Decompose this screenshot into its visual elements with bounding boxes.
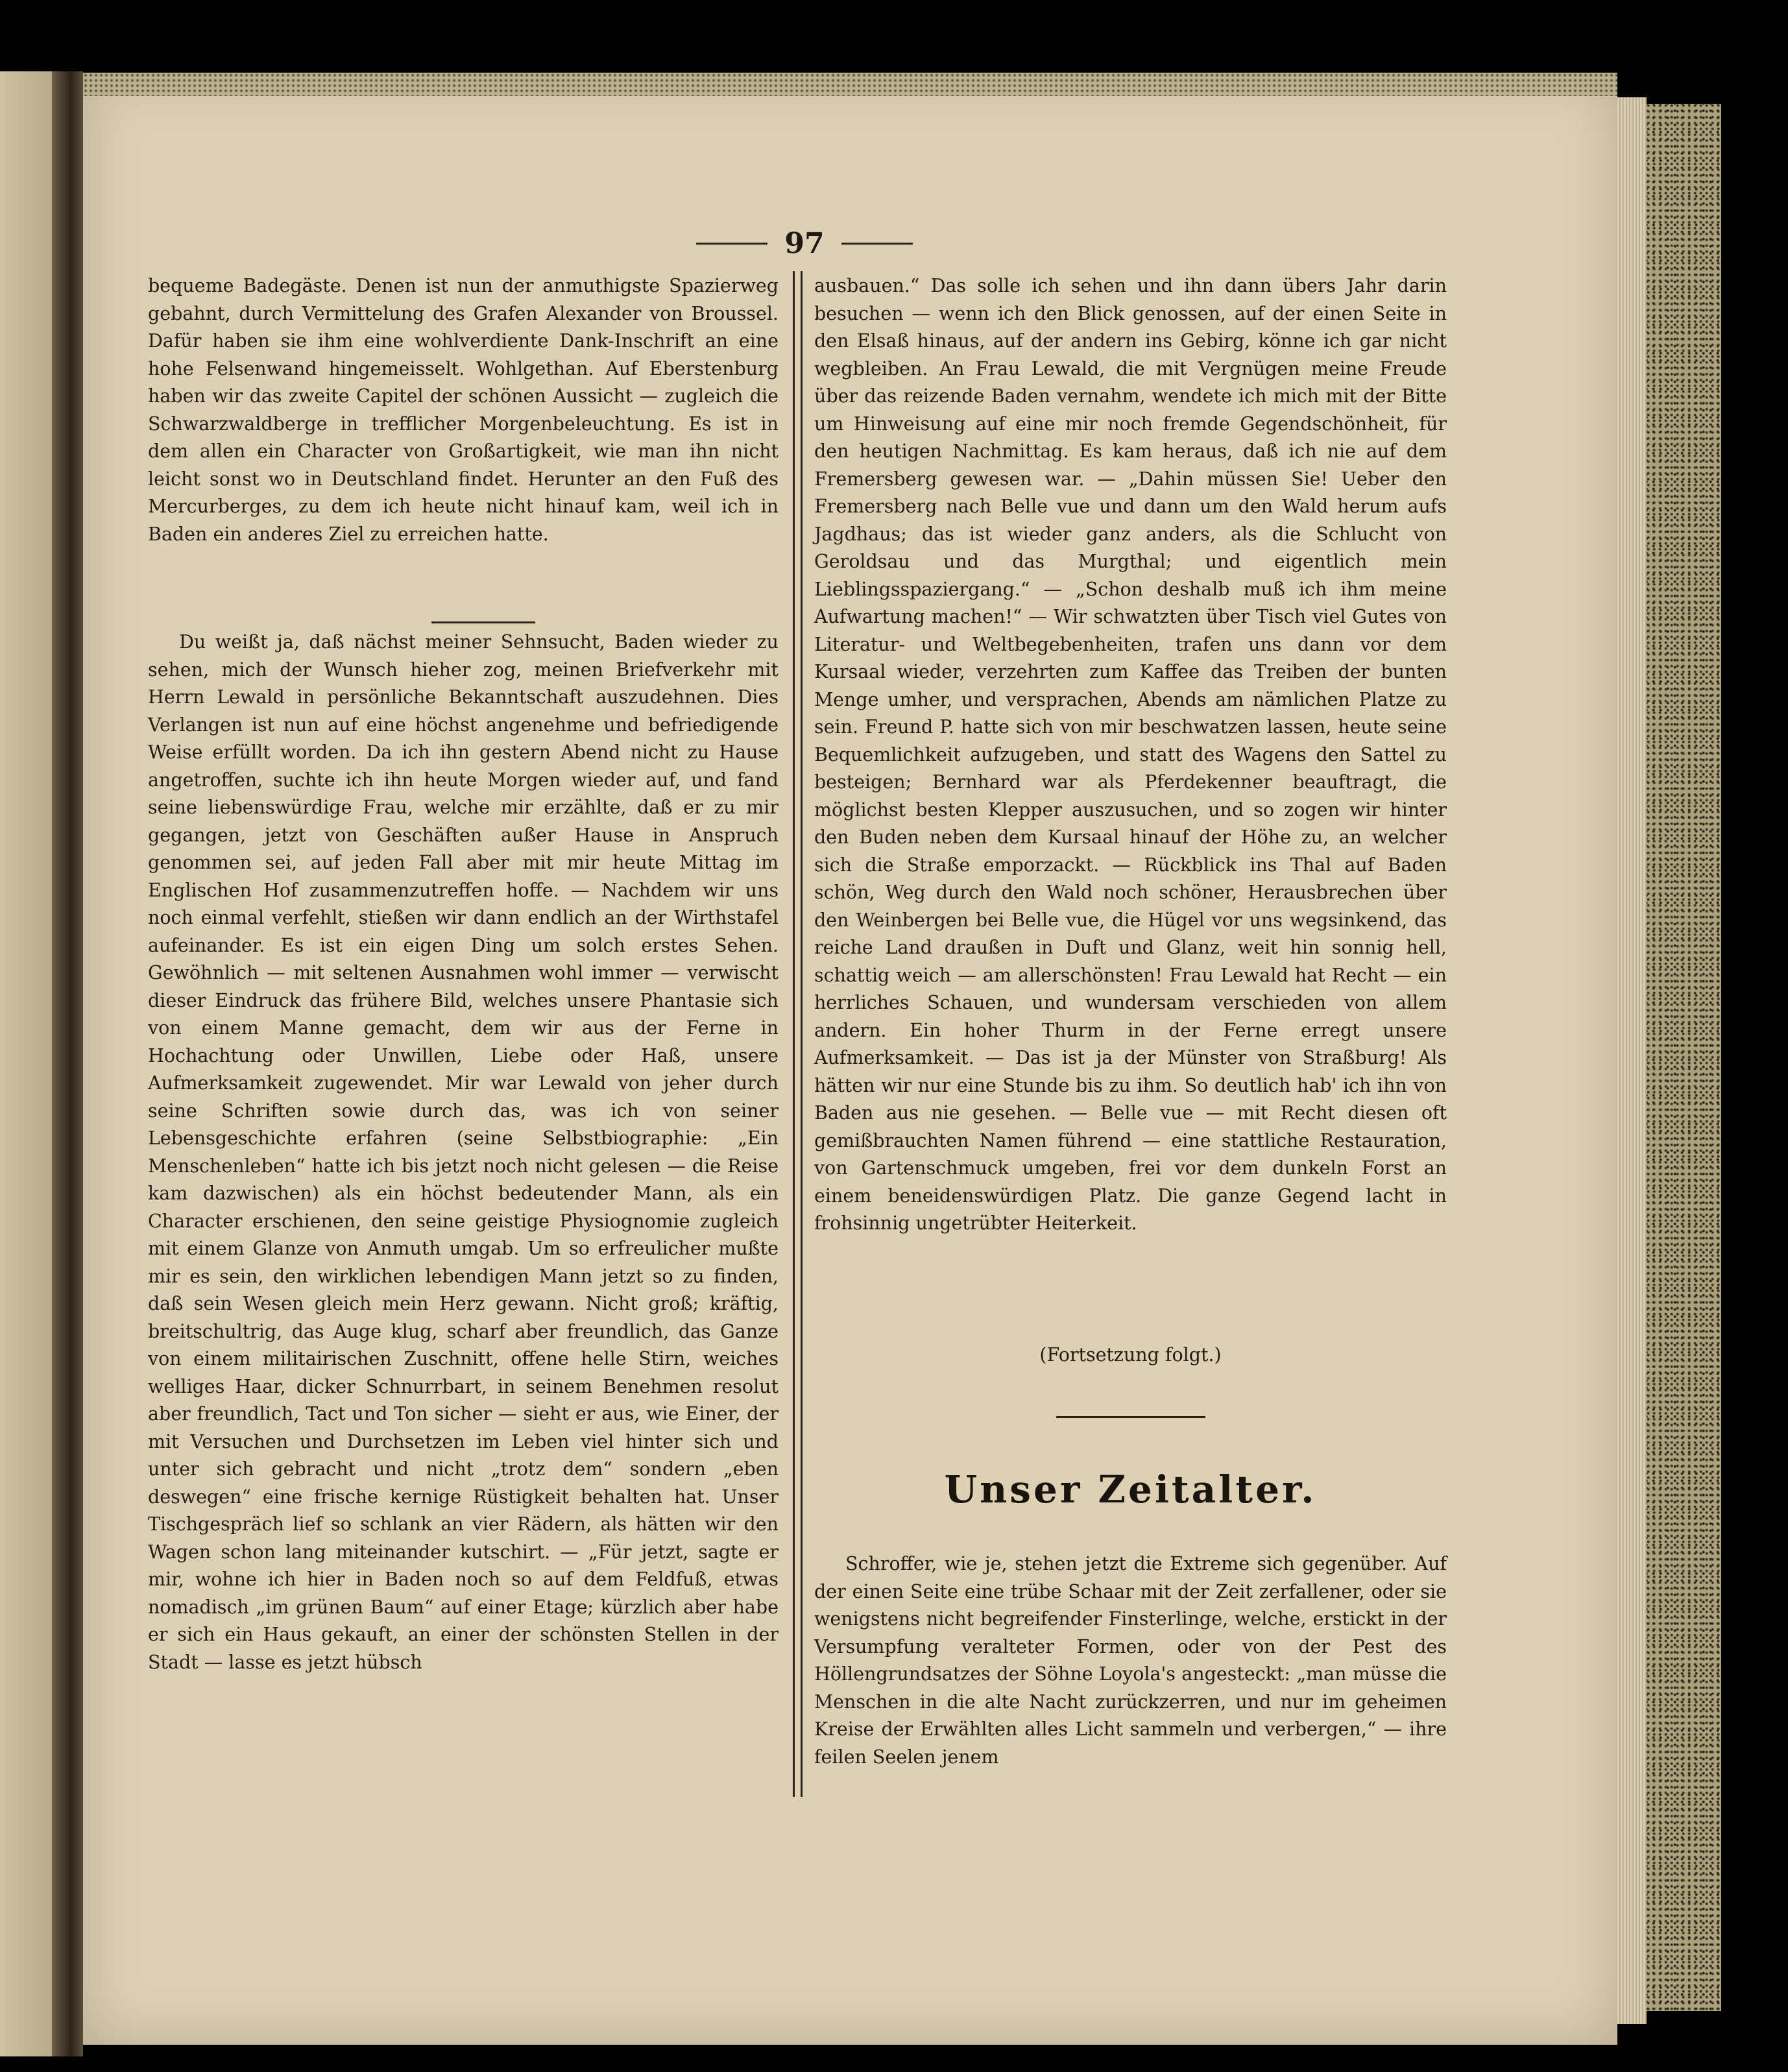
left-page-edge [0,71,52,2056]
marbled-cover-edge [1647,104,1721,2011]
article2-body [814,1550,1447,1771]
left-column [148,272,779,1676]
right-column [814,272,1447,1238]
left-paragraph-1: bequeme Badegäste. Denen ist nun der anmuthigste Spazierweg gebahnt, durch Vermittelung des Grafen Alexander von Broussel. Dafür haben sie ihm eine wohlverdiente Dank-Inschrift an eine hohe Felsenwand hingemeisselt. Wohlgethan. Auf Eberstenburg haben wir das zweite Capitel der schönen Aussicht — zugleich die Schwarzwaldberge in trefflicher Morgenbeleuchtung. Es ist in dem allen ein Character von Großartigkeit, wie man ihn nicht leicht sonst wo in Deutschland findet. Herunter an den Fuß des Mercurberges, zu dem ich heute nicht hinauf kam, weil ich in Baden ein anderes Ziel zu erreichen hatte. [148,275,779,545]
left-paragraph-2: Du weißt ja, daß nächst meiner Sehnsucht, Baden wieder zu sehen, mich der Wunsch hieher zog, meinen Briefverkehr mit Herrn Lewald in persönliche Bekanntschaft auszudehnen. Dies Verlangen ist nun auf eine höchst angenehme und befriedigende Weise erfüllt worden. Da ich ihn gestern Abend nicht zu Hause angetroffen, suchte ich ihn heute Morgen wieder auf, und fand seine liebenswürdige Frau, welche mir erzählte, daß er zu mir gegangen, jetzt von Geschäften außer Hause in Anspruch genommen sei, auf jeden Fall aber mit mir heute Mittag im Englischen Hof zusammenzutreffen hoffe. — Nachdem wir uns noch einmal verfehlt, stießen wir dann endlich an der Wirthstafel aufeinander. Es ist ein eigen Ding um solch erstes Sehen. Gewöhnlich — mit seltenen Ausnahmen wohl immer — verwischt dieser Eindruck das frühere Bild, welches unsere Phantasie sich von einem Manne gemacht, dem wir aus der Ferne in Hochachtung oder Unwillen, Liebe oder Haß, unsere Aufmerksamkeit zugewendet. Mir war Lewald von jeher durch seine Schriften sowie durch das, was ich von seiner Lebensgeschichte erfahren (seine Selbstbiographie: „Ein Menschenleben“ hatte ich bis jetzt noch nicht gelesen — die Reise kam dazwischen) als ein höchst bedeutender Mann, als ein Character erschienen, den seine geistige Physiognomie zugleich mit einem Glanze von Anmuth umgab. Um so erfreulicher mußte mir es sein, den wirklichen lebendigen Mann jetzt so zu finden, daß sein Wesen gleich mein Herz gewann. Nicht groß; kräftig, breitschultrig, das Auge klug, scharf aber freundlich, das Ganze von einem militairischen Zuschnitt, offene helle Stirn, weiches welliges Haar, dicker Schnurrbart, in seinem Benehmen resolut aber freundlich, Tact und Ton sicher — sieht er aus, wie Einer, der mit Versuchen und Durchsetzen im Leben viel hinter sich und unter sich gebracht und nicht „trotz dem“ sondern „eben deswegen“ eine frische kernige Rüstigkeit behalten hat. Unser Tischgespräch lief so schlank an vier Rädern, als hätten wir den Wagen schon lang miteinander kutschirt. — „Für jetzt, sagte er mir, wohne ich hier in Baden noch so auf dem Feldfuß, etwas nomadisch „im grünen Baum“ auf einer Etage; kürzlich aber habe er sich ein Haus gekauft, an einer der schönsten Stellen in der Stadt — lasse es jetzt hübsch [148,631,779,1673]
top-edge-speckle [83,73,1617,96]
page-block-edge [1617,97,1647,2024]
book-gutter [52,71,83,2056]
left-section-separator [431,621,535,623]
continuation-note: (Fortsetzung folgt.) [1039,1344,1222,1366]
right-section-separator [1056,1416,1205,1418]
header-dash-left [696,243,767,245]
page-header [675,224,934,263]
left-separator-space [148,548,779,629]
column-divider [793,271,803,1797]
right-paragraph-1: ausbauen.“ Das solle ich sehen und ihn dann übers Jahr darin besuchen — wenn ich den Blick genossen, auf der einen Seite in den Elsaß hinaus, auf der andern ins Gebirg, könne ich gar nicht wegbleiben. An Frau Lewald, die mit Vergnügen meine Freude über das reizende Baden vernahm, wendete ich mich mit der Bitte um Hinweisung auf eine mir noch fremde Gegendschönheit, für den heutigen Nachmittag. Es kam heraus, daß ich nie auf dem Fremersberg gewesen war. — „Dahin müssen Sie! Ueber den Fremersberg nach Belle vue und dann um den Wald herum aufs Jagdhaus; das ist wieder ganz anders, als die Schlucht von Geroldsau und das Murgthal; und eigentlich mein Lieblingsspaziergang.“ — „Schon deshalb muß ich ihm meine Aufwartung machen!“ — Wir schwatzten über Tisch viel Gutes von Literatur- und Weltbegebenheiten, trafen uns dann vor dem Kursaal wieder, verzehrten zum Kaffee das Treiben der bunten Menge umher, und versprachen, Abends am nämlichen Platze zu sein. Freund P. hatte sich von mir beschwatzen lassen, heute seine Bequemlichkeit aufzugeben, und statt des Wagens den Sattel zu besteigen; Bernhard war als Pferdekenner beauftragt, die möglichst besten Klepper auszusuchen, und so zogen wir hinter den Buden neben dem Kursaal hinauf der Höhe zu, an welcher sich die Straße emporzackt. — Rückblick ins Thal auf Baden schön, Weg durch den Wald noch schöner, Herausbrechen über den Weinbergen bei Belle vue, die Hügel vor uns wegsinkend, das reiche Land draußen in Duft und Glanz, weit hin sonnig hell, schattig weich — am allerschönsten! Frau Lewald hat Recht — ein herrliches Schauen, und wundersam verschieden von allem andern. Ein hoher Thurm in der Ferne erregt unsere Aufmerksamkeit. — Das ist ja der Münster von Straßburg! Als hätten wir nur eine Stunde bis zu ihm. So deutlich hab' ich ihn von Baden aus nie gesehen. — Belle vue — mit Recht diesen oft gemißbrauchten Namen führend — eine stattliche Restauration, von Gartenschmuck umgeben, frei vor dem dunkeln Forst an einem beneidenswürdigen Platz. Die ganze Gegend lacht in frohsinnig ungetrübter Heiterkeit. [814,275,1447,1234]
header-dash-right [841,243,913,245]
section-title: Unser Zeitalter. [944,1467,1317,1512]
article2-paragraph: Schroffer, wie je, stehen jetzt die Extreme sich gegenüber. Auf der einen Seite eine trübe Schaar mit der Zeit zerfallener, oder sie wenigstens nicht begreifender Finsterlinge, welche, erstickt in der Versumpfung veralteter Formen, oder von der Pest des Höllengrundsatzes der Söhne Loyola's angesteckt: „man müsse die Menschen in die alte Nacht zurückzerren, und nur im geheimen Kreise der Erwählten alles Licht sammeln und verbergen,“ — ihre feilen Seelen jenem [814,1553,1447,1768]
page-number: 97 [784,226,825,260]
